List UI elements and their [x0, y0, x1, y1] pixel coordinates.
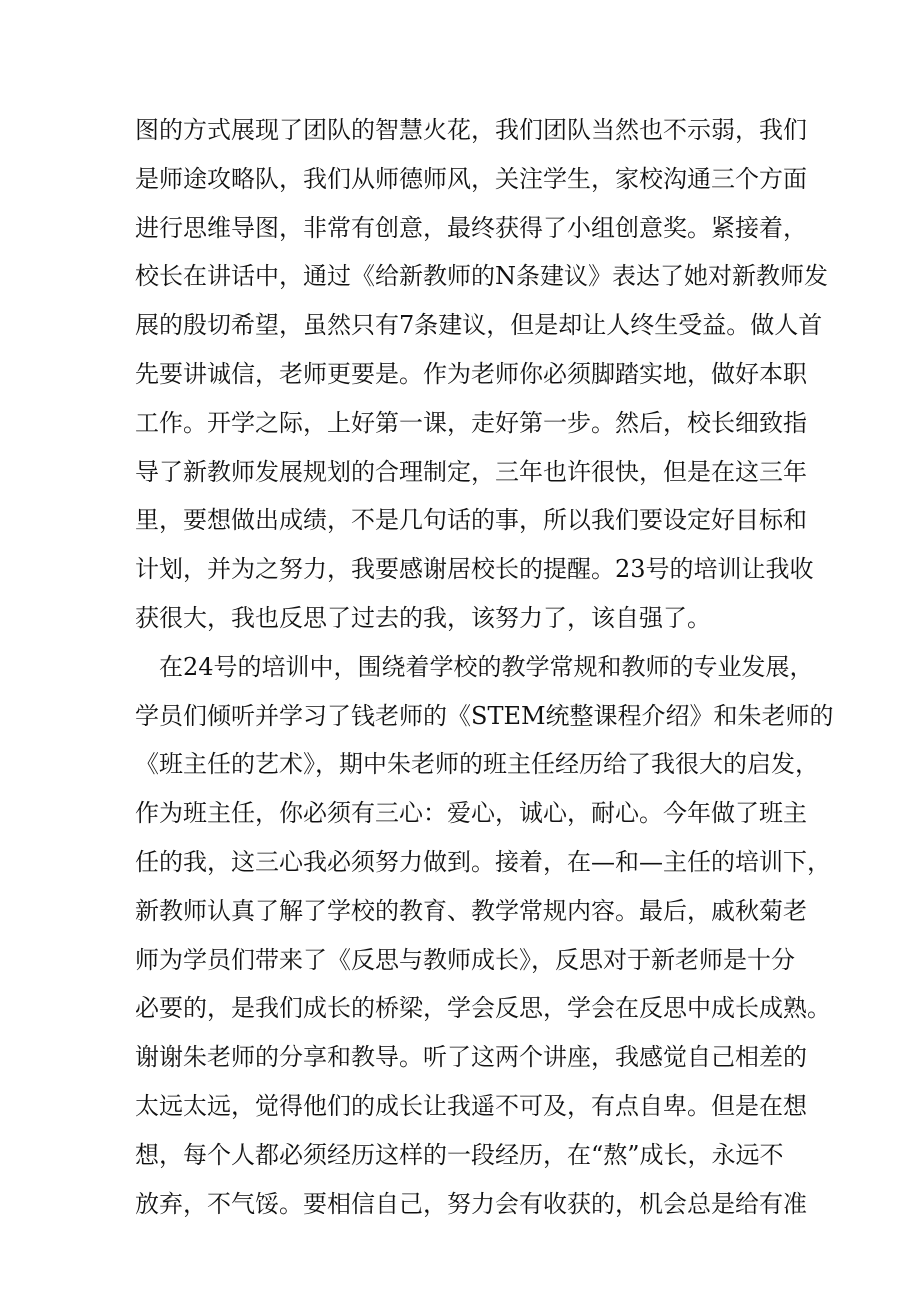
text-line: 是师途攻略队，我们从师德师风，关注学生，家校沟通三个方面	[135, 164, 807, 193]
text-line: 太远太远，觉得他们的成长让我遥不可及，有点自卑。但是在想	[135, 1091, 807, 1120]
text-line: 计划，并为之努力，我要感谢居校长的提醒。23号的培训让我收	[135, 555, 814, 584]
text-line: 学员们倾听并学习了钱老师的《STEM统整课程介绍》和朱老师的	[135, 701, 834, 730]
text-line: 里，要想做出成绩，不是几句话的事，所以我们要设定好目标和	[135, 506, 807, 535]
text-line: 工作。开学之际，上好第一课，走好第一步。然后，校长细致指	[135, 408, 807, 437]
text-line: 想，每个人都必须经历这样的一段经历，在“熬”成长，永远不	[135, 1140, 784, 1169]
text-line: 获很大，我也反思了过去的我，该努力了，该自强了。	[135, 603, 711, 632]
text-line: 校长在讲话中，通过《给新教师的N条建议》表达了她对新教师发	[135, 262, 828, 291]
paragraph-start-line: 在24号的培训中，围绕着学校的教学常规和教师的专业发展，	[159, 652, 814, 681]
text-line: 《班主任的艺术》，期中朱老师的班主任经历给了我很大的启发，	[135, 750, 819, 779]
text-line: 谢谢朱老师的分享和教导。听了这两个讲座，我感觉自己相差的	[135, 1043, 807, 1072]
text-line: 放弃，不气馁。要相信自己，努力会有收获的，机会总是给有准	[135, 1189, 807, 1218]
text-line: 任的我，这三心我必须努力做到。接着，在—和—主任的培训下，	[135, 847, 831, 876]
text-line: 新教师认真了解了学校的教育、教学常规内容。最后，戚秋菊老	[135, 896, 807, 925]
document-body	[135, 106, 834, 1228]
text-line: 进行思维导图，非常有创意，最终获得了小组创意奖。紧接着，	[135, 213, 807, 242]
text-line: 导了新教师发展规划的合理制定，三年也许很快，但是在这三年	[135, 457, 807, 486]
text-line: 必要的，是我们成长的桥梁，学会反思，学会在反思中成长成熟。	[135, 994, 831, 1023]
text-line: 图的方式展现了团队的智慧火花，我们团队当然也不示弱，我们	[135, 116, 807, 144]
text-line: 展的殷切希望，虽然只有7条建议，但是却让人终生受益。做人首	[135, 311, 823, 340]
text-line: 先要讲诚信，老师更要是。作为老师你必须脚踏实地，做好本职	[135, 359, 807, 388]
text-line: 师为学员们带来了《反思与教师成长》，反思对于新老师是十分	[135, 945, 795, 974]
text-line: 作为班主任，你必须有三心：爱心，诚心，耐心。今年做了班主	[135, 799, 807, 828]
